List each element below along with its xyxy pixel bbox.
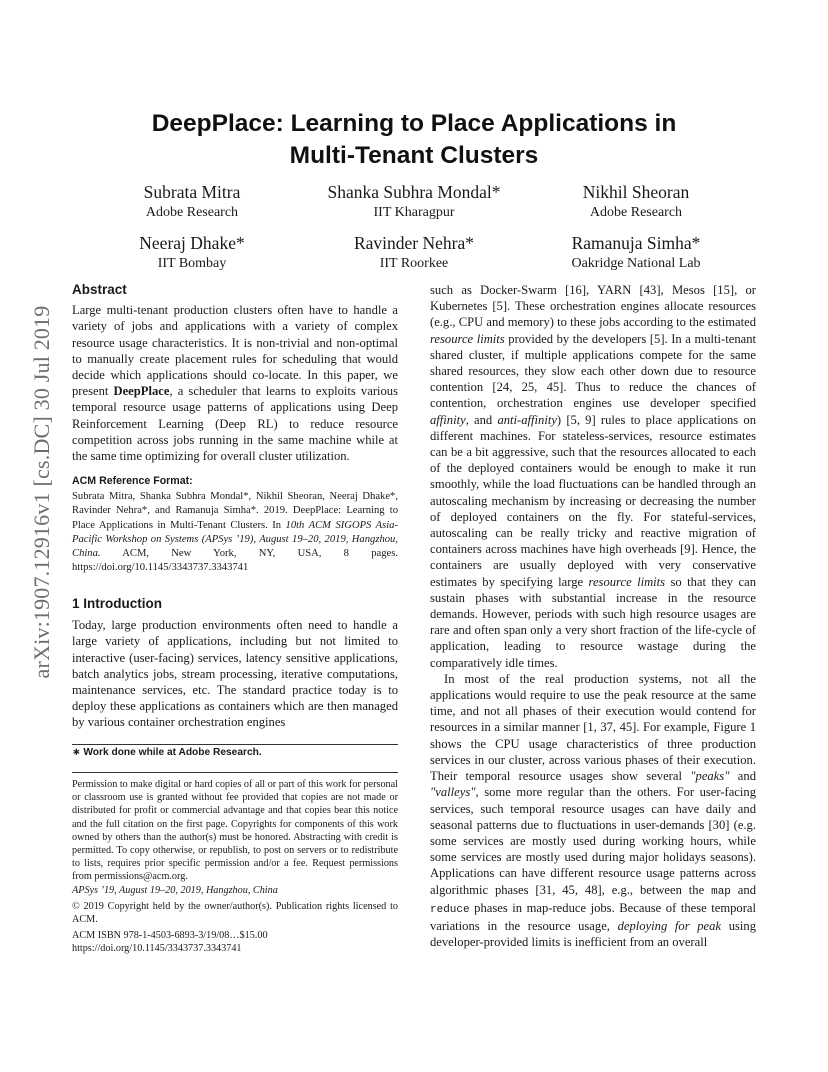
author-affiliation: IIT Roorkee bbox=[379, 256, 449, 271]
paragraph-production-systems bbox=[430, 671, 756, 950]
abstract-heading: Abstract bbox=[72, 282, 127, 297]
paper-title bbox=[0, 108, 828, 172]
author-affiliation: IIT Bombay bbox=[157, 256, 227, 271]
acm-reference-heading: ACM Reference Format: bbox=[72, 475, 193, 487]
emphasized-text: deploying for peak bbox=[617, 918, 722, 933]
text-run: , some more regular than the others. For user-facing services, such temporal resource usages can have daily and seasonal patterns due to fluctuations in user-demands [30] (e.g. some services are mostly used during working hours, while some services are mostly used during major holidays seasons). Applications can have different resource usage patterns across algorithmic phases [31, 45, 48], e.g., between the bbox=[430, 785, 756, 897]
text-run: phases in map-reduce jobs. Because of these temporal variations in the resource usage, bbox=[430, 900, 756, 933]
abstract-text-part: , a scheduler that learns to exploits various temporal resource usage patterns of applications using Deep Reinforcement Learning (Deep RL) to reduce resource competition across jobs running in the same machine while at the same time optimizing for overall cluster utilization. bbox=[72, 384, 399, 464]
doi-link[interactable]: https://doi.org/10.1145/3343737.3343741 bbox=[72, 943, 242, 955]
text-run: ) [5, 9] rules to place applications on different machines. For stateless-services, resource estimates can be a bit aggressive, such that the resources allocated to each of the deployed containers would be enough to make it run smoothly, while the load fluctuations can be handled through an autoscaling mechanism by increasing or decreasing the number of deployed containers on the fly. For stateful-services, autoscaling can be really tricky and reactive migration of containers across machines have high overheads [9]. Hence, the containers are usually deployed with very conservative estimates by specifying large bbox=[430, 412, 756, 589]
abstract-section bbox=[72, 282, 398, 464]
author-5 bbox=[314, 234, 514, 273]
text-run: so that they can sustain phases with substantial increase in the resource demands. However, periods with such high resource usages are rare and often span only a very short fraction of the life-cycle of application, leading to resource wastage during the comparatively idle times. bbox=[430, 574, 756, 670]
footnote: ∗ Work done while at Adobe Research. bbox=[72, 747, 262, 758]
code-text: reduce bbox=[430, 903, 470, 916]
text-run: and bbox=[729, 769, 756, 784]
author-affiliation: Adobe Research bbox=[589, 205, 683, 220]
permission-block bbox=[72, 778, 398, 956]
emphasized-text: resource limits bbox=[430, 331, 505, 346]
author-affiliation: IIT Kharagpur bbox=[373, 205, 455, 220]
acm-reference-part: ACM, New York, NY, USA, 8 pages. https://doi.org/10.1145/3343737.3343741 bbox=[72, 548, 398, 574]
author-name: Ravinder Nehra* bbox=[353, 233, 475, 253]
text-run: , and bbox=[465, 412, 498, 427]
code-text: map bbox=[711, 885, 731, 898]
emphasized-text: "peaks" bbox=[690, 769, 730, 784]
acm-reference-venue: 10th ACM SIGOPS Asia-Pacific Workshop on Systems (APSys ’19), August 19–20, 2019, Hangzhou, China. bbox=[72, 519, 398, 560]
emphasized-text: resource limits bbox=[588, 574, 666, 589]
permission-text: Permission to make digital or hard copies of all or part of this work for personal or classroom use is granted without fee provided that copies are not made or distributed for profit or commercial advantage and that copies bear this notice and the full citation on the first page. Copyrights for components of this work owned by others than the author(s) must be honored. Abstracting with credit is permitted. To copy otherwise, or republish, to post on servers or to redistribute to lists, requires prior specific permission and/or a fee. Request permissions from permissions@acm.org. bbox=[72, 779, 398, 883]
author-name: Ramanuja Simha* bbox=[571, 233, 701, 253]
author-4 bbox=[92, 234, 292, 273]
acm-reference-part: Subrata Mitra, Shanka Subhra Mondal*, Nikhil Sheoran, Neeraj Dhake*, Ravinder Nehra*, and Ramanuja Simha*. 2019. DeepPlace: Learning to Place Applications in Multi-Tenant Clusters. In bbox=[72, 491, 398, 531]
author-6 bbox=[536, 234, 736, 273]
paragraph-continuation bbox=[430, 282, 756, 671]
right-column-text bbox=[430, 282, 756, 950]
title-line-2: Multi-Tenant Clusters bbox=[289, 142, 539, 169]
author-affiliation: Oakridge National Lab bbox=[571, 256, 701, 271]
text-run: In most of the real production systems, not all the applications would require to use the peak resource at the same time, and not all phases of their execution would contend for resources in a similar manner [1, 37, 45]. For example, Figure 1 shows the CPU usage characteristics of three production services in our cluster, across various phases of their execution. Their temporal resource usages show several bbox=[430, 671, 756, 784]
arxiv-identifier-text: arXiv:1907.12916v1 [cs.DC] 30 Jul 2019 bbox=[29, 305, 54, 679]
text-run: provided by the developers [5]. In a multi-tenant shared cluster, if multiple applications compete for the same shared resources, they slow each other down due to resource contention [24, 25, 45]. Thus to reduce the chances of contention, orchestration engines use developer specified bbox=[430, 331, 757, 411]
author-affiliation: Adobe Research bbox=[145, 205, 239, 220]
introduction-section bbox=[72, 596, 398, 731]
author-name: Shanka Subhra Mondal* bbox=[327, 182, 501, 202]
introduction-heading: 1 Introduction bbox=[72, 596, 162, 611]
arxiv-identifier bbox=[24, 292, 60, 692]
author-1 bbox=[92, 183, 292, 222]
permission-divider bbox=[72, 772, 398, 773]
text-run: such as Docker-Swarm [16], YARN [43], Mesos [15], or Kubernetes [5]. These orchestration engines allocate resources (e.g., CPU and memory) to these jobs according to the estimated bbox=[430, 283, 756, 330]
isbn: ACM ISBN 978-1-4503-6893-3/19/08…$15.00 bbox=[72, 930, 268, 942]
copyright-notice: © 2019 Copyright held by the owner/author(s). Publication rights licensed to ACM. bbox=[72, 900, 398, 926]
system-name: DeepPlace bbox=[113, 384, 170, 399]
author-2 bbox=[314, 183, 514, 222]
author-3 bbox=[536, 183, 736, 222]
emphasized-text: anti-affinity bbox=[497, 412, 557, 427]
abstract-text bbox=[72, 302, 398, 464]
author-name: Subrata Mitra bbox=[143, 182, 241, 202]
emphasized-text: affinity bbox=[430, 412, 466, 427]
footnote-divider bbox=[72, 744, 398, 745]
abstract-text-part: Large multi-tenant production clusters often have to handle a variety of jobs and applications with a variety of complex resource usage characteristics. It is non-trivial and non-optimal to manually create placement rules for scheduling that would decide which applications should co-locate. In this paper, we present bbox=[72, 303, 398, 399]
text-run: and bbox=[730, 882, 756, 897]
acm-reference-text bbox=[72, 490, 398, 575]
emphasized-text: "valleys" bbox=[430, 785, 476, 800]
introduction-text: Today, large production environments often need to handle a large variety of applications, including but not limited to interactive (user-facing) services, latency sensitive applications, batch analytics jobs, stream processing, iterative computations, maintenance services, etc. The standard practice today is to deploy these applications as containers which are then managed by various container orchestration engines bbox=[72, 618, 398, 730]
text-run: using developer-provided limits is inefficient from an overall bbox=[430, 918, 756, 950]
acm-reference bbox=[72, 474, 398, 575]
title-line-1: DeepPlace: Learning to Place Applications in bbox=[151, 110, 677, 137]
permission-venue: APSys ’19, August 19–20, 2019, Hangzhou, China bbox=[72, 884, 278, 896]
author-name: Neeraj Dhake* bbox=[139, 233, 245, 253]
author-name: Nikhil Sheoran bbox=[582, 182, 690, 202]
